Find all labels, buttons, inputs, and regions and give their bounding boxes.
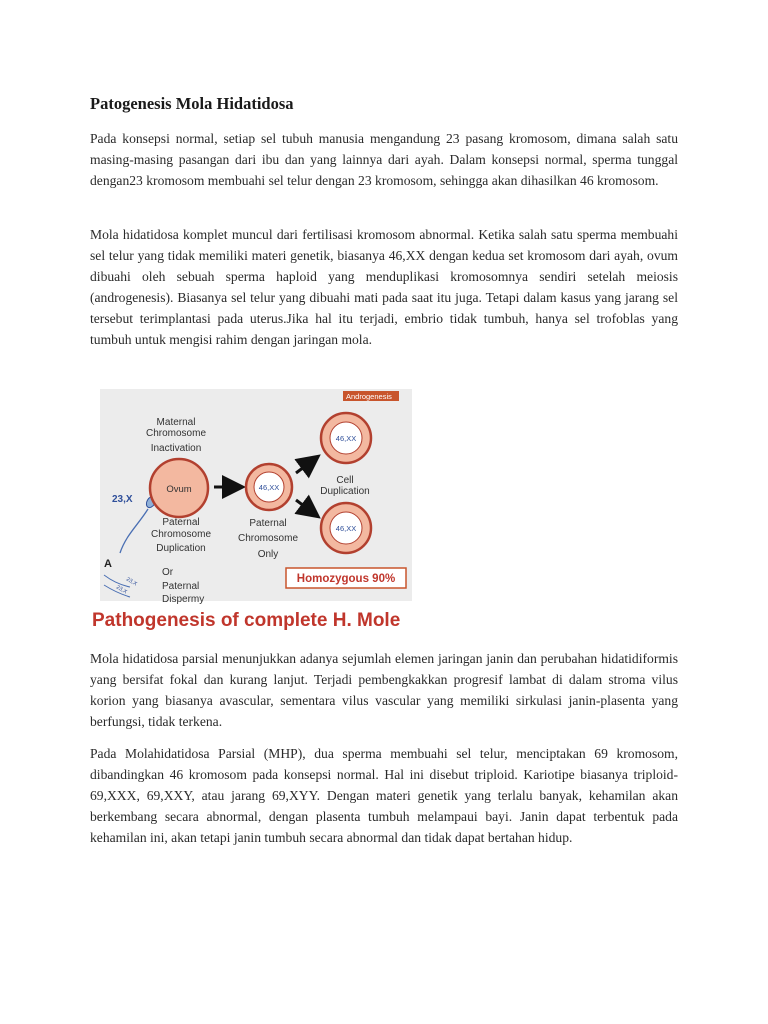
- or-dispermy-line2: Paternal: [162, 581, 200, 592]
- maternal-label-line1: Maternal: [156, 417, 196, 428]
- homozygous-label: Homozygous 90%: [296, 573, 396, 585]
- page-title: Patogenesis Mola Hidatidosa: [90, 94, 294, 113]
- daughter-cell-top-label: 46,XX: [335, 434, 357, 443]
- paternal-only-line2: Chromosome: [237, 533, 299, 544]
- dispermy-sperm-a-label: 23,X: [125, 576, 138, 588]
- cell-duplication-line1: Cell: [336, 475, 354, 486]
- or-dispermy-line3: Dispermy: [162, 594, 205, 605]
- daughter-cell-bottom-label: 46,XX: [335, 524, 357, 533]
- paragraph-normal-conception: Pada konsepsi normal, setiap sel tubuh manusia mengandung 23 pasang kromosom, dimana salah satu masing-masing pasangan dari ibu dan yang lainnya dari ayah. Dalam konsepsi normal, sperma tunggal dengan23 kromosom membuahi sel telur dengan 23 kromosom, sehingga akan dihasilkan 46 kromosom.: [90, 131, 678, 188]
- dispermy-sperm-b-label: 23,X: [115, 584, 128, 596]
- paragraph-partial-mole-triploid: Pada Molahidatidosa Parsial (MHP), dua sperma membuahi sel telur, menciptakan 69 kromosom, dibandingkan 46 kromosom pada konsepsi normal. Hal ini disebut triploid. Kariotipe biasanya triploid-69,XXX, 69,XXY, atau jarang 69,XYY. Dengan materi genetik yang terlalu banyak, kehamilan akan berkembang secara abnormal, dengan plasenta tumbuh melampaui bayi. Janin dapat terbentuk pada kehamilan ini, akan tetapi janin tumbuh secara abnormal dan tidak dapat bertahan hidup.: [90, 746, 678, 845]
- maternal-label-line2: Chromosome: [145, 428, 207, 439]
- paternal-only-line3: Only: [257, 549, 279, 560]
- ovum-label: Ovum: [166, 484, 192, 495]
- androgenesis-label: Androgenesis: [346, 392, 392, 401]
- or-dispermy-line1: Or: [162, 567, 174, 578]
- paternal-only-line1: Paternal: [249, 518, 287, 529]
- paternal-dup-line2: Chromosome: [150, 529, 212, 540]
- maternal-label-line3: Inactivation: [150, 443, 202, 454]
- paternal-dup-line3: Duplication: [156, 543, 206, 554]
- paragraph-complete-mole: Mola hidatidosa komplet muncul dari fertilisasi kromosom abnormal. Ketika salah satu sperma membuahi sel telur yang tidak memiliki materi genetik, biasanya 46,XX dengan kedua set kromosom dari ayah, ovum dibuahi oleh sebuah sperma haploid yang menduplikasi kromosomnya sendiri setelah meiosis (androgenesis). Biasanya sel telur yang dibuahi mati pada saat itu juga. Tetapi dalam kasus yang jarang sel tersebut terimplantasi pada uterus.Jika hal itu terjadi, embrio tidak tumbuh, hanya sel trofoblas yang tumbuh untuk mengisi rahim dengan jaringan mola.: [90, 227, 678, 347]
- figure-pathogenesis-complete-mole: [90, 385, 678, 635]
- paternal-dup-line1: Paternal: [162, 517, 200, 528]
- zygote-karyotype-label: 46,XX: [258, 483, 280, 492]
- pathogenesis-diagram: [90, 385, 678, 635]
- sperm-label: 23,X: [112, 494, 133, 505]
- paragraph-partial-mole: Mola hidatidosa parsial menunjukkan adanya sejumlah elemen jaringan janin dan perubahan hidatidiformis yang bersifat fokal dan kurang lanjut. Terjadi pembengkakkan progresif lambat di dalam stroma vilus korion yang biasanya avascular, sementara vilus vascular yang memiliki sirkulasi janin-plasenta yang berfungsi, tidak terkena.: [90, 651, 678, 729]
- label-a: A: [104, 558, 112, 570]
- cell-duplication-line2: Duplication: [320, 486, 370, 497]
- figure-caption: Pathogenesis of complete H. Mole: [92, 610, 401, 631]
